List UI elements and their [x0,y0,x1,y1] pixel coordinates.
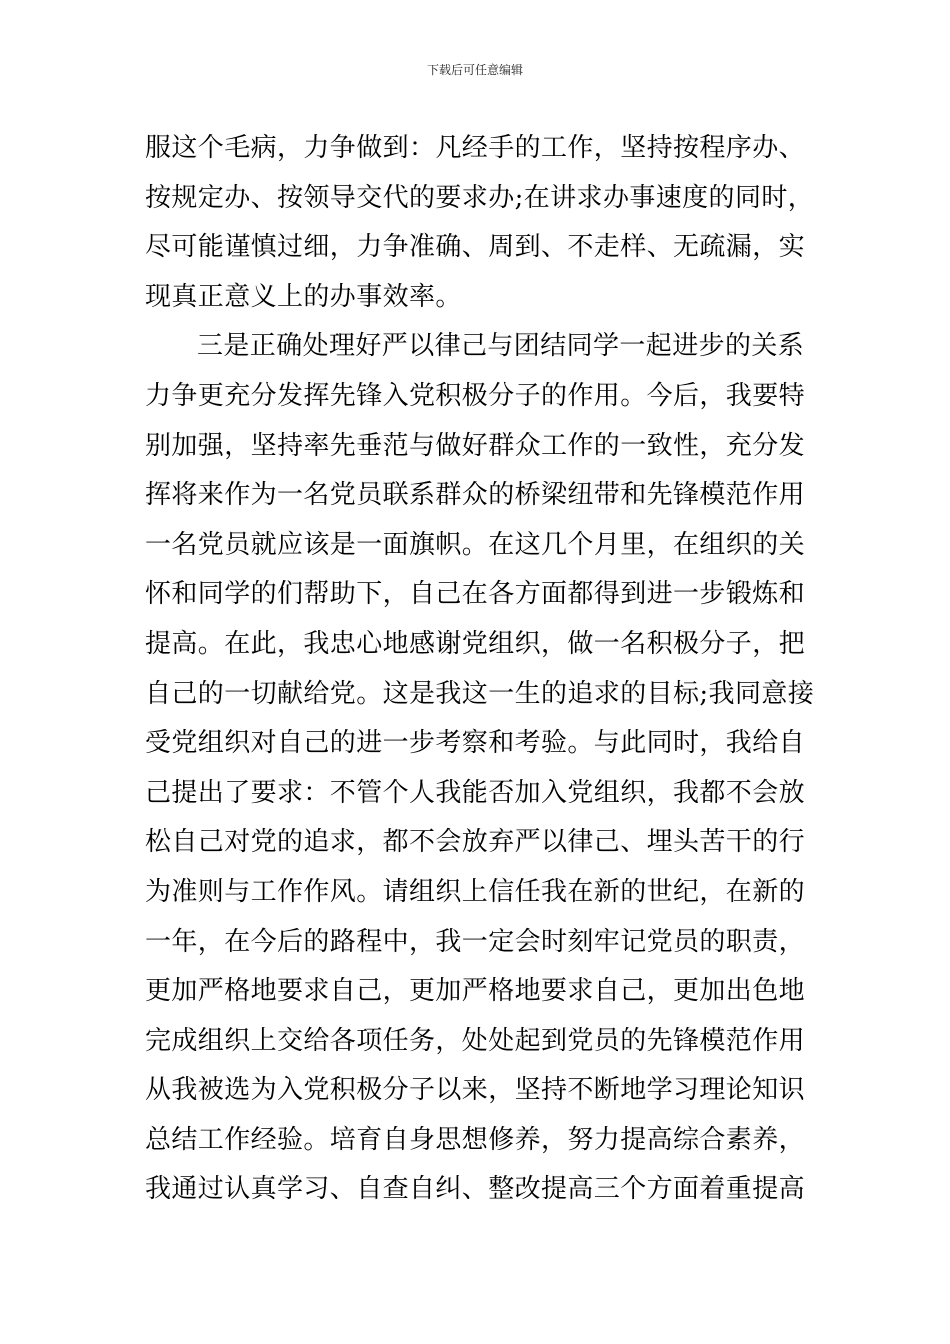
text-line: 别加强，坚持率先垂范与做好群众工作的一致性，充分发 [145,430,806,461]
text-line: 为准则与工作作风。请组织上信任我在新的世纪，在新的 [145,876,806,907]
text-line: 己提出了要求：不管个人我能否加入党组织，我都不会放 [145,777,806,808]
text-line: 受党组织对自己的进一步考察和考验。与此同时，我给自 [145,728,806,759]
text-line: 总结工作经验。培育自身思想修养，努力提高综合素养， [145,1124,806,1155]
paragraph-start-line: 三是正确处理好严以律己与团结同学一起进步的关系 [197,331,805,362]
document-body [145,124,815,1215]
text-line: 挥将来作为一名党员联系群众的桥梁纽带和先锋模范作用 [145,480,806,511]
text-line: 服这个毛病，力争做到：凡经手的工作，坚持按程序办、 [145,133,806,163]
text-line: 一名党员就应该是一面旗帜。在这几个月里，在组织的关 [145,529,806,560]
text-line: 怀和同学的们帮助下，自己在各方面都得到进一步锻炼和 [145,579,806,610]
text-line: 尽可能谨慎过细，力争准确、周到、不走样、无疏漏，实 [145,232,806,263]
text-line: 提高。在此，我忠心地感谢党组织，做一名积极分子，把 [145,628,806,659]
text-line: 力争更充分发挥先锋入党积极分子的作用。今后，我要特 [145,380,806,411]
page-header-note: 下载后可任意编辑 [426,63,523,77]
text-line: 一年，在今后的路程中，我一定会时刻牢记党员的职责， [145,926,806,957]
text-line: 我通过认真学习、自查自纠、整改提高三个方面着重提高 [145,1174,806,1205]
text-line: 自己的一切献给党。这是我这一生的追求的目标;我同意接 [145,678,815,709]
text-line: 按规定办、按领导交代的要求办;在讲求办事速度的同时， [145,182,815,213]
text-line: 松自己对党的追求，都不会放弃严以律己、埋头苦干的行 [145,827,806,858]
text-line: 现真正意义上的办事效率。 [145,281,462,312]
text-line: 从我被选为入党积极分子以来，坚持不断地学习理论知识 [145,1075,806,1106]
text-line: 更加严格地要求自己，更加严格地要求自己，更加出色地 [145,976,806,1007]
text-line: 完成组织上交给各项任务，处处起到党员的先锋模范作用 [145,1025,806,1056]
